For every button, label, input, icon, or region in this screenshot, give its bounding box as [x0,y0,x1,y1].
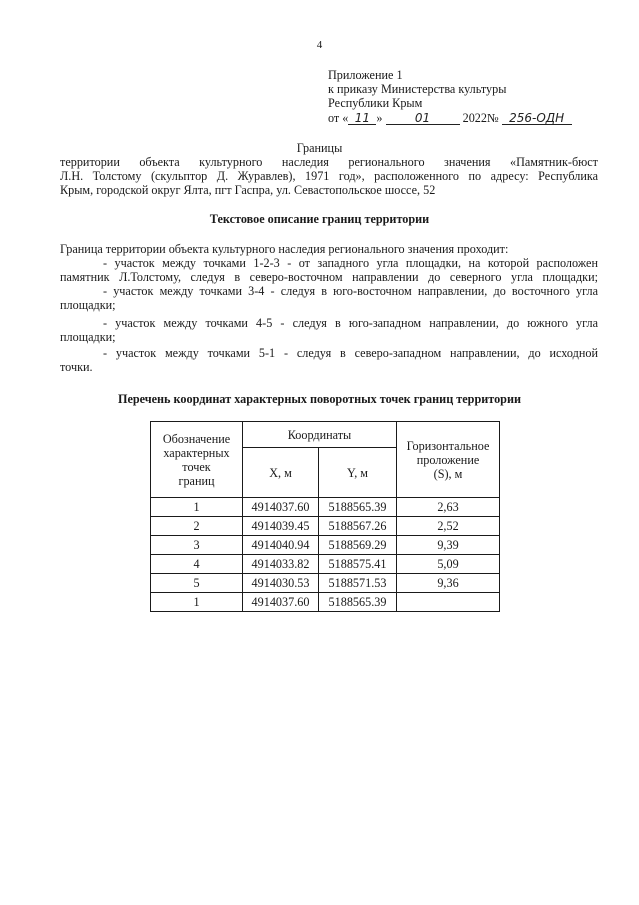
header-horizontal-line-1: Горизонтальное [406,438,490,453]
header-designation [151,422,243,498]
table-row [151,555,500,574]
segment-4-line-2: точки. [60,360,93,374]
description-title: Текстовое описание границ территории [209,212,430,226]
segment-4-line-1: - участок между точками 5-1 - следуя в северо-западном направлении, до исходной [103,346,598,360]
appendix-line-3: Республики Крым [328,96,423,111]
cell-point: 3 [151,536,243,555]
header-designation-line-2: характерных [163,445,230,460]
cell-point: 5 [151,574,243,593]
appendix-line-1: Приложение 1 [328,68,403,82]
cell-x: 4914033.82 [243,555,319,574]
cell-x: 4914030.53 [243,574,319,593]
cell-s: 9,36 [397,574,500,593]
cell-x: 4914037.60 [243,498,319,517]
segment-2-line-2: площадки; [60,298,116,312]
cell-s [397,593,500,612]
header-designation-line-4: границ [178,473,215,488]
appendix-line-2: к приказу Министерства культуры [328,82,507,97]
date-year: 2022 [462,110,487,125]
cell-x: 4914037.60 [243,593,319,612]
header-coordinates: Координаты [243,422,397,448]
heading-line-2: Л.Н. Толстому (скульптор Д. Журавлев), 1971 год», расположенного по адресу: Республика [60,169,598,183]
appendix-date-line [328,111,598,125]
header-designation-line-1: Обозначение [162,431,231,446]
table-row [151,536,500,555]
cell-point: 4 [151,555,243,574]
description-intro: Граница территории объекта культурного наследия регионального значения проходит: [60,242,509,256]
header-horizontal-line-3: (S), м [433,466,463,481]
table-row [151,593,500,612]
coordinates-table [150,421,500,612]
segment-2-line-1: - участок между точками 3-4 - следуя в юго-восточном направлении, до восточного угла [103,284,598,298]
header-horizontal-line-2: проложение [416,452,480,467]
cell-y: 5188571.53 [319,574,397,593]
header-designation-line-3: точек [182,459,211,474]
date-day: 11 [348,112,376,125]
table-row [151,517,500,536]
cell-y: 5188565.39 [319,593,397,612]
cell-point: 1 [151,498,243,517]
date-month: 01 [386,112,460,125]
page-number: 4 [316,39,323,51]
heading-title: Границы [296,141,343,155]
cell-y: 5188565.39 [319,498,397,517]
date-prefix: от « [328,110,349,125]
cell-point: 1 [151,593,243,612]
appendix-header [328,68,598,125]
cell-x: 4914039.45 [243,517,319,536]
header-x: X, м [243,448,319,498]
header-horizontal [397,422,500,498]
cell-y: 5188569.29 [319,536,397,555]
order-number: 256-ОДН [502,112,572,125]
cell-s: 9,39 [397,536,500,555]
cell-y: 5188575.41 [319,555,397,574]
coordinates-title: Перечень координат характерных поворотных точек границ территории [117,392,521,406]
cell-s: 2,63 [397,498,500,517]
table-row [151,498,500,517]
cell-x: 4914040.94 [243,536,319,555]
cell-point: 2 [151,517,243,536]
heading-line-1: территории объекта культурного наследия регионального значения «Памятник-бюст [60,155,598,169]
segment-3-line-1: - участок между точками 4-5 - следуя в юго-западном направлении, до южного угла [103,316,598,330]
date-mid: » [376,110,383,125]
cell-s: 5,09 [397,555,500,574]
header-y: Y, м [319,448,397,498]
cell-y: 5188567.26 [319,517,397,536]
table-row [151,574,500,593]
number-label: № [486,110,499,125]
segment-1-line-2: памятник Л.Толстому, следуя в северо-восточном направлении до северного угла площадки; [60,270,598,284]
segment-3-line-2: площадки; [60,330,116,344]
heading-line-3: Крым, городской округ Ялта, пгт Гаспра, ул. Севастопольское шоссе, 52 [60,183,436,197]
cell-s: 2,52 [397,517,500,536]
segment-1-line-1: - участок между точками 1-2-3 - от западного угла площадки, на которой расположен [103,256,598,270]
